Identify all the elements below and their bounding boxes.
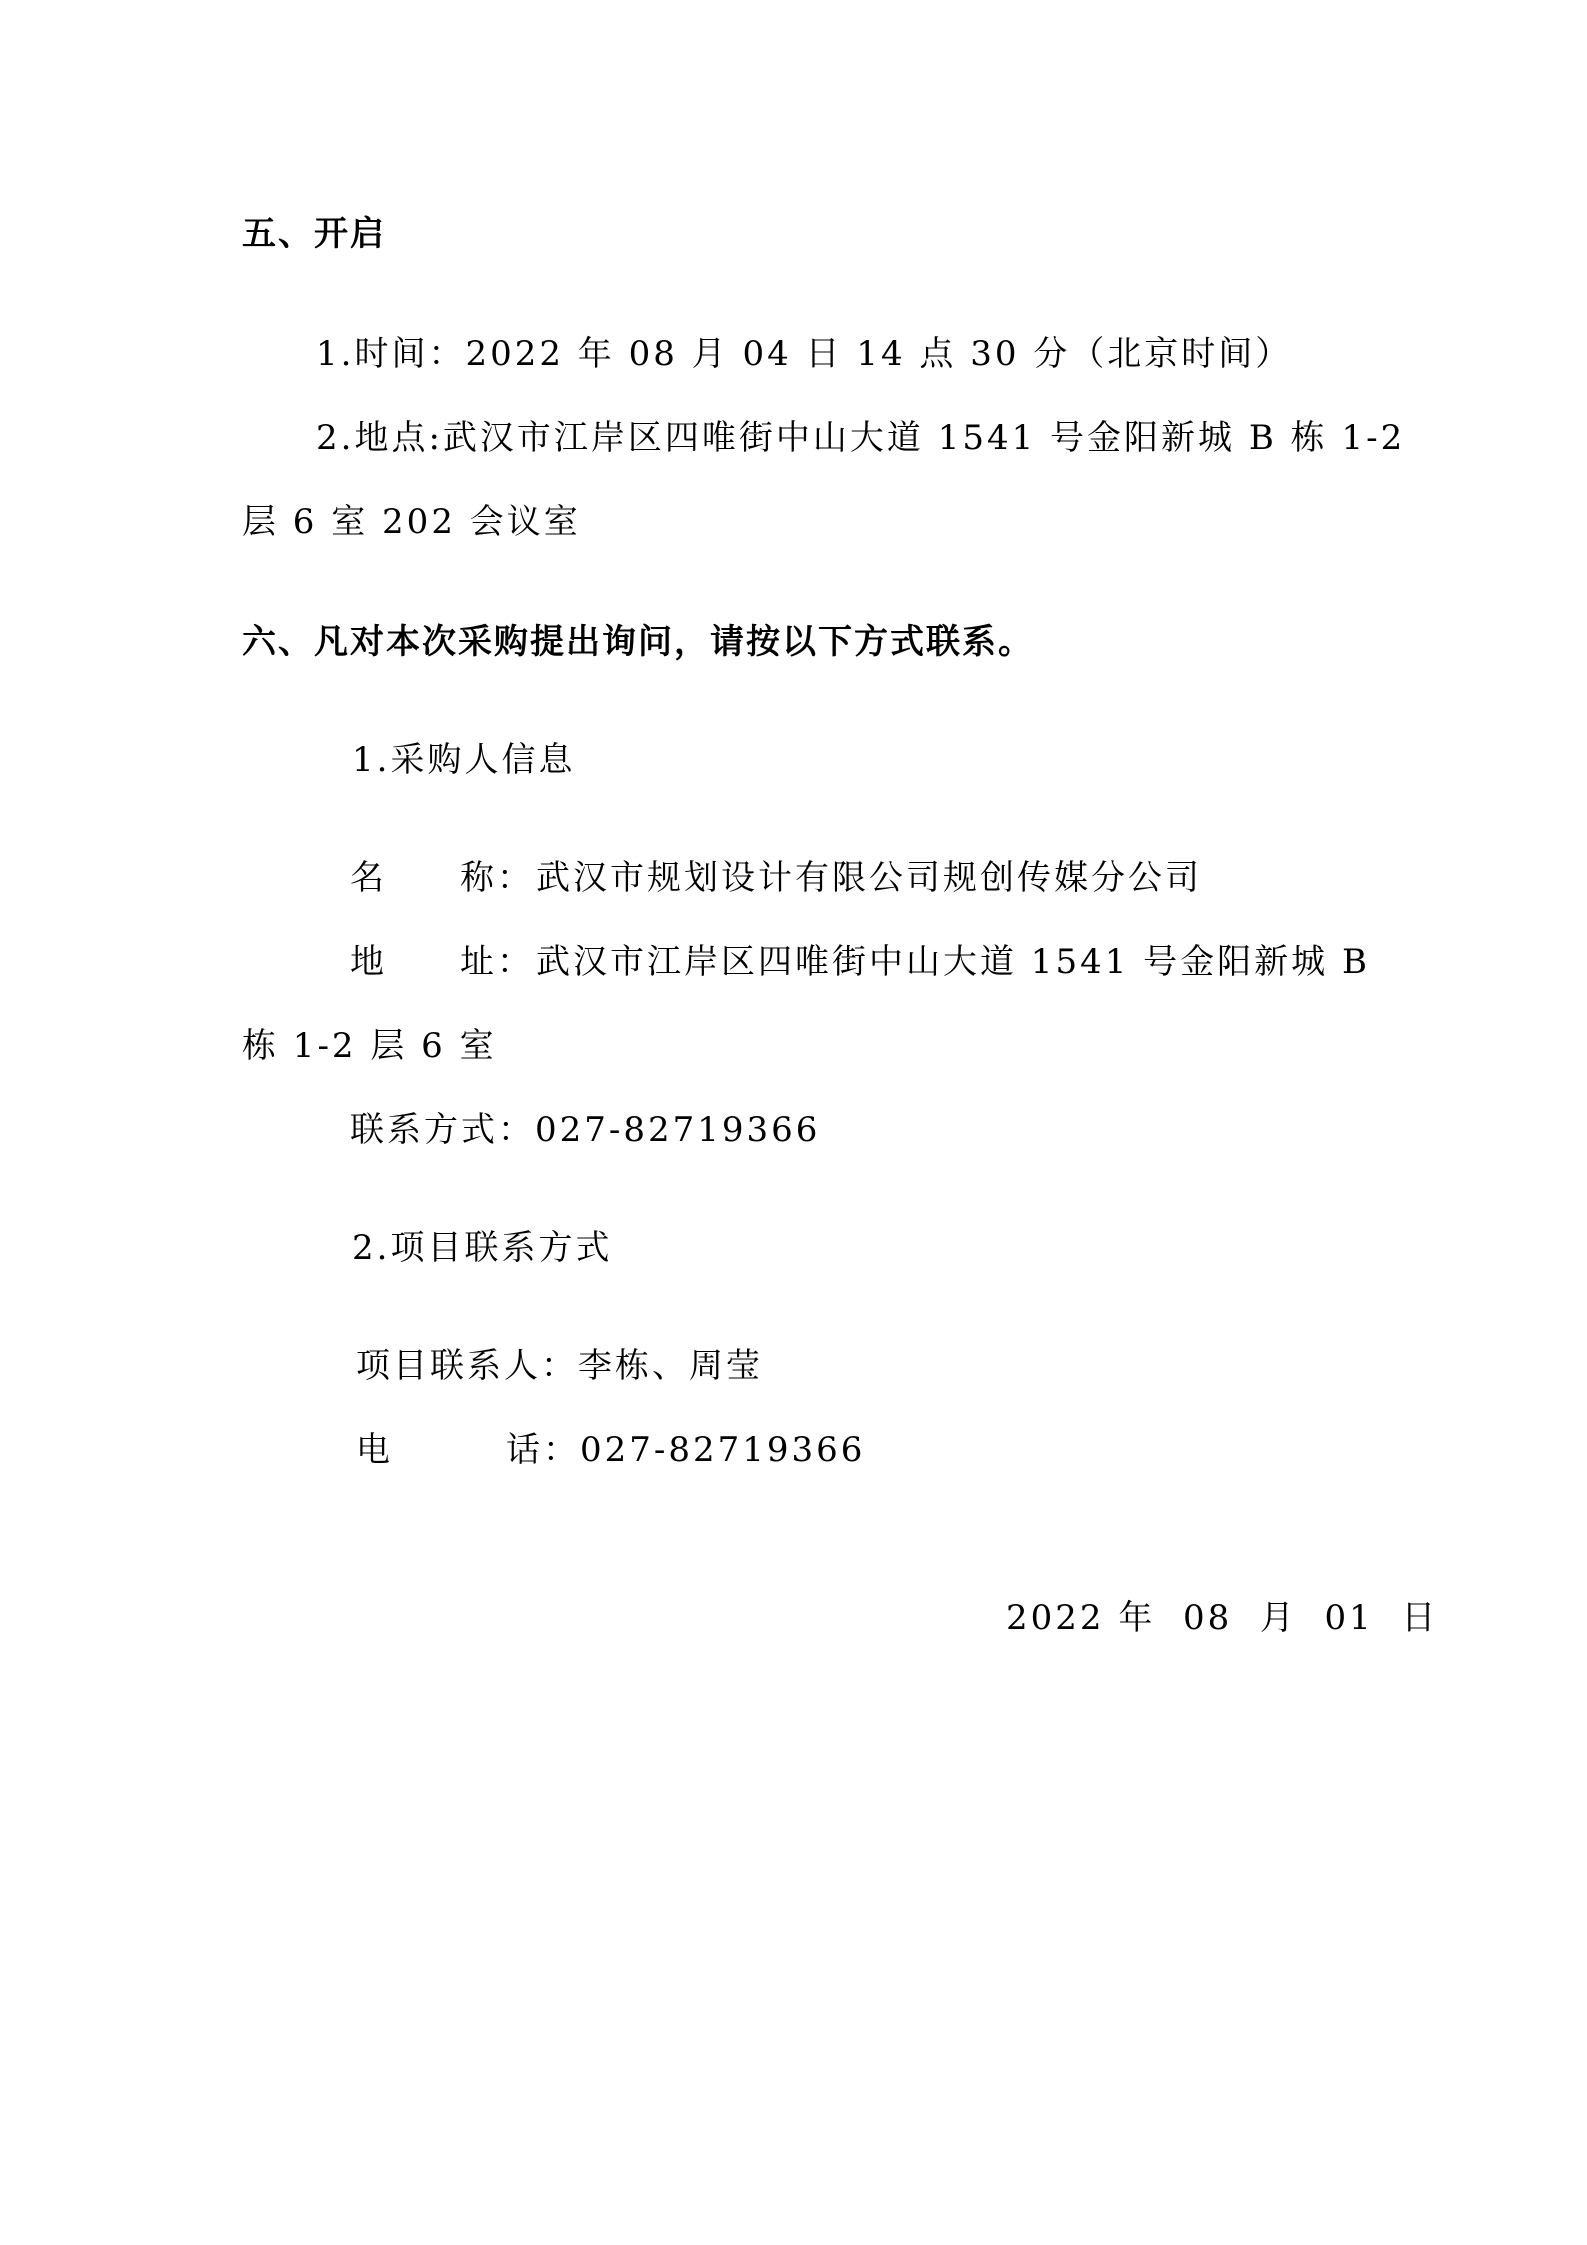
purchaser-address-line-1: 武汉市江岸区四唯街中山大道 1541 号金阳新城 B [536, 942, 1370, 982]
purchaser-name-label-a: 名 [350, 858, 387, 898]
project-phone-label-a: 电 [356, 1430, 393, 1470]
document-date: 2022 年 08 月 01 日 [1006, 1598, 1439, 1638]
purchaser-contact: 联系方式：027-82719366 [350, 1110, 821, 1150]
section-6-heading: 六、凡对本次采购提出询问，请按以下方式联系。 [242, 622, 1034, 662]
purchaser-address-label-a: 地 [350, 942, 387, 982]
project-contact-person: 项目联系人：李栋、周莹 [356, 1346, 763, 1386]
project-contact-title: 2.项目联系方式 [352, 1228, 613, 1268]
purchaser-address-label-b: 址： [460, 942, 534, 982]
opening-place-line-2: 层 6 室 202 会议室 [242, 502, 581, 542]
purchaser-info-title: 1.采购人信息 [352, 740, 576, 780]
opening-time: 1.时间：2022 年 08 月 04 日 14 点 30 分（北京时间） [316, 334, 1293, 374]
purchaser-address-line-2: 栋 1-2 层 6 室 [242, 1026, 497, 1066]
purchaser-name-value: 武汉市规划设计有限公司规创传媒分公司 [536, 858, 1202, 898]
project-phone: 话：027-82719366 [506, 1430, 866, 1470]
opening-place-line-1: 2.地点:武汉市江岸区四唯街中山大道 1541 号金阳新城 B 栋 1-2 [316, 418, 1406, 458]
purchaser-name-label-b: 称： [460, 858, 534, 898]
section-5-heading: 五、开启 [242, 214, 386, 254]
